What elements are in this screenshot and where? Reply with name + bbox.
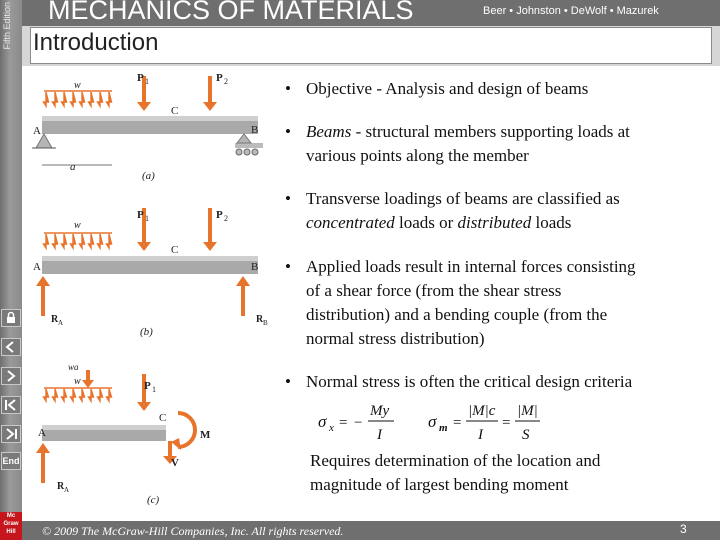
first-slide-button[interactable]	[1, 396, 21, 414]
formula-mc: |M|c	[468, 403, 496, 419]
bullet-dot: •	[285, 122, 291, 141]
bullet-dot: •	[285, 372, 291, 391]
formula-m-abs: |M|	[517, 403, 538, 419]
caption-b: (b)	[140, 326, 153, 338]
label-a-a: A	[33, 125, 41, 137]
page-number: 3	[680, 522, 687, 536]
label-a-c: A	[38, 427, 46, 439]
navigation-sidebar	[0, 0, 22, 540]
lock-icon	[2, 310, 20, 326]
label-w-c: w	[74, 376, 81, 387]
reaction-ra-c	[36, 443, 50, 483]
end-button[interactable]: End	[1, 452, 21, 470]
reaction-ra-b	[36, 276, 50, 316]
section-title: Introduction	[33, 29, 159, 56]
diagram-b	[33, 208, 268, 338]
label-p1-sub-a: 1	[145, 77, 149, 86]
formula-equals-1: =	[339, 415, 348, 431]
diagram-c	[36, 362, 211, 506]
bullet-text: Normal stress is often the critical design criteria	[306, 372, 633, 391]
label-p1-c: P	[144, 380, 151, 392]
formula-sigma-x: σ	[318, 412, 327, 431]
bullet-dot: •	[285, 257, 291, 276]
label-m-c: M	[200, 429, 211, 441]
formula-equals-3: =	[502, 415, 511, 431]
bullet-text-mid: loads or	[394, 213, 458, 232]
label-ra-b: R	[51, 314, 59, 325]
skip-back-icon	[2, 397, 20, 413]
edition-label	[2, 2, 20, 48]
formula-sub-m: m	[439, 422, 448, 434]
label-b-b: B	[251, 261, 259, 273]
label-p2-sub-a: 2	[224, 77, 228, 86]
bullet-text-line2: of a shear force (from the shear stress	[306, 281, 562, 300]
label-v-c: V	[171, 457, 179, 469]
next-button[interactable]	[1, 367, 21, 385]
header-bar	[22, 0, 720, 26]
term-beams: Beams	[306, 122, 352, 141]
last-slide-button[interactable]	[1, 425, 21, 443]
bullet-dot: •	[285, 79, 291, 98]
bullet-text-line3: distribution) and a bending couple (from the	[306, 305, 608, 324]
distributed-load-c	[44, 388, 113, 401]
label-p1-b: P	[137, 209, 144, 221]
diagram-a	[32, 72, 263, 182]
formula-equals-2: =	[453, 415, 462, 431]
label-ra-c: R	[57, 481, 65, 492]
label-b-a: B	[251, 124, 259, 136]
label-p2-a: P	[216, 72, 223, 84]
label-ra-sub-b: A	[58, 319, 64, 327]
term-distributed: distributed	[457, 213, 532, 232]
copyright: © 2009 The McGraw-Hill Companies, Inc. All rights reserved.	[42, 524, 344, 538]
load-arrow-p2-b	[203, 208, 217, 251]
stress-formula	[310, 396, 550, 446]
formula-s: S	[522, 427, 530, 443]
label-p2-sub-b: 2	[224, 214, 228, 223]
bullet-dot: •	[285, 189, 291, 208]
lock-button[interactable]	[1, 309, 21, 327]
bullet-text-line4: normal stress distribution)	[306, 329, 485, 348]
formula-sub-x: x	[329, 422, 334, 434]
load-arrow-p2-a	[203, 76, 217, 111]
dim-a-label: a	[70, 161, 76, 173]
edition-text: Fifth Edition	[2, 2, 12, 50]
bullet-text-line1: Applied loads result in internal forces consisting	[306, 257, 636, 276]
label-c-b: C	[171, 244, 179, 256]
bullet-text: Objective - Analysis and design of beams	[306, 79, 589, 98]
resultant-wa-arrow	[82, 370, 94, 388]
formula-my: My	[370, 403, 390, 419]
skip-forward-icon	[2, 426, 20, 442]
label-rb-sub-b: B	[263, 319, 268, 327]
reaction-rb-b	[236, 276, 250, 316]
distributed-load-a	[44, 91, 113, 106]
label-wa-c: wa	[68, 362, 79, 372]
logo-line-1: Mc	[6, 513, 16, 519]
bullet-text-rest: - structural members supporting loads at	[351, 122, 630, 141]
bullet-text	[306, 120, 630, 168]
label-p1-sub-b: 1	[145, 214, 149, 223]
formula-i-2: I	[478, 427, 483, 443]
label-p1-a: P	[137, 72, 144, 84]
label-c-a: C	[171, 105, 179, 117]
previous-button[interactable]	[1, 338, 21, 356]
book-title: MECHANICS OF MATERIALS	[48, 0, 414, 25]
bullet-text	[306, 255, 636, 351]
label-ra-sub-c: A	[64, 486, 70, 494]
conclusion-line-2: magnitude of largest bending moment	[310, 475, 569, 494]
label-p2-b: P	[216, 209, 223, 221]
authors: Beer • Johnston • DeWolf • Mazurek	[483, 5, 659, 17]
label-p1-sub-c: 1	[152, 385, 156, 394]
distributed-load-b	[44, 233, 113, 248]
bullet-text-line2: various points along the member	[306, 146, 529, 165]
logo-line-3: Hill	[6, 529, 16, 535]
conclusion-line-1: Requires determination of the location and	[310, 451, 601, 470]
label-w-a: w	[74, 80, 81, 91]
footer-bar	[22, 521, 720, 540]
formula-i-1: I	[377, 427, 382, 443]
term-concentrated: concentrated	[306, 213, 395, 232]
mcgraw-hill-logo	[0, 512, 22, 540]
label-rb-b: R	[256, 314, 264, 325]
label-c-c: C	[159, 412, 167, 424]
bullet-text-line1: Transverse loadings of beams are classified as	[306, 189, 620, 208]
label-a-b: A	[33, 261, 41, 273]
roller-support-a	[237, 134, 251, 143]
beam-diagram	[30, 68, 280, 508]
formula-minus: −	[354, 415, 363, 431]
formula-sigma-m: σ	[428, 412, 437, 431]
moment-m-arrow	[178, 413, 195, 447]
logo-line-2: Graw	[3, 521, 19, 527]
bullet-text-end: loads	[531, 213, 572, 232]
chevron-right-icon	[2, 368, 20, 384]
chevron-left-icon	[2, 339, 20, 355]
caption-c: (c)	[147, 494, 160, 506]
caption-a: (a)	[142, 170, 155, 182]
bullet-text	[306, 187, 620, 235]
label-w-b: w	[74, 220, 81, 231]
